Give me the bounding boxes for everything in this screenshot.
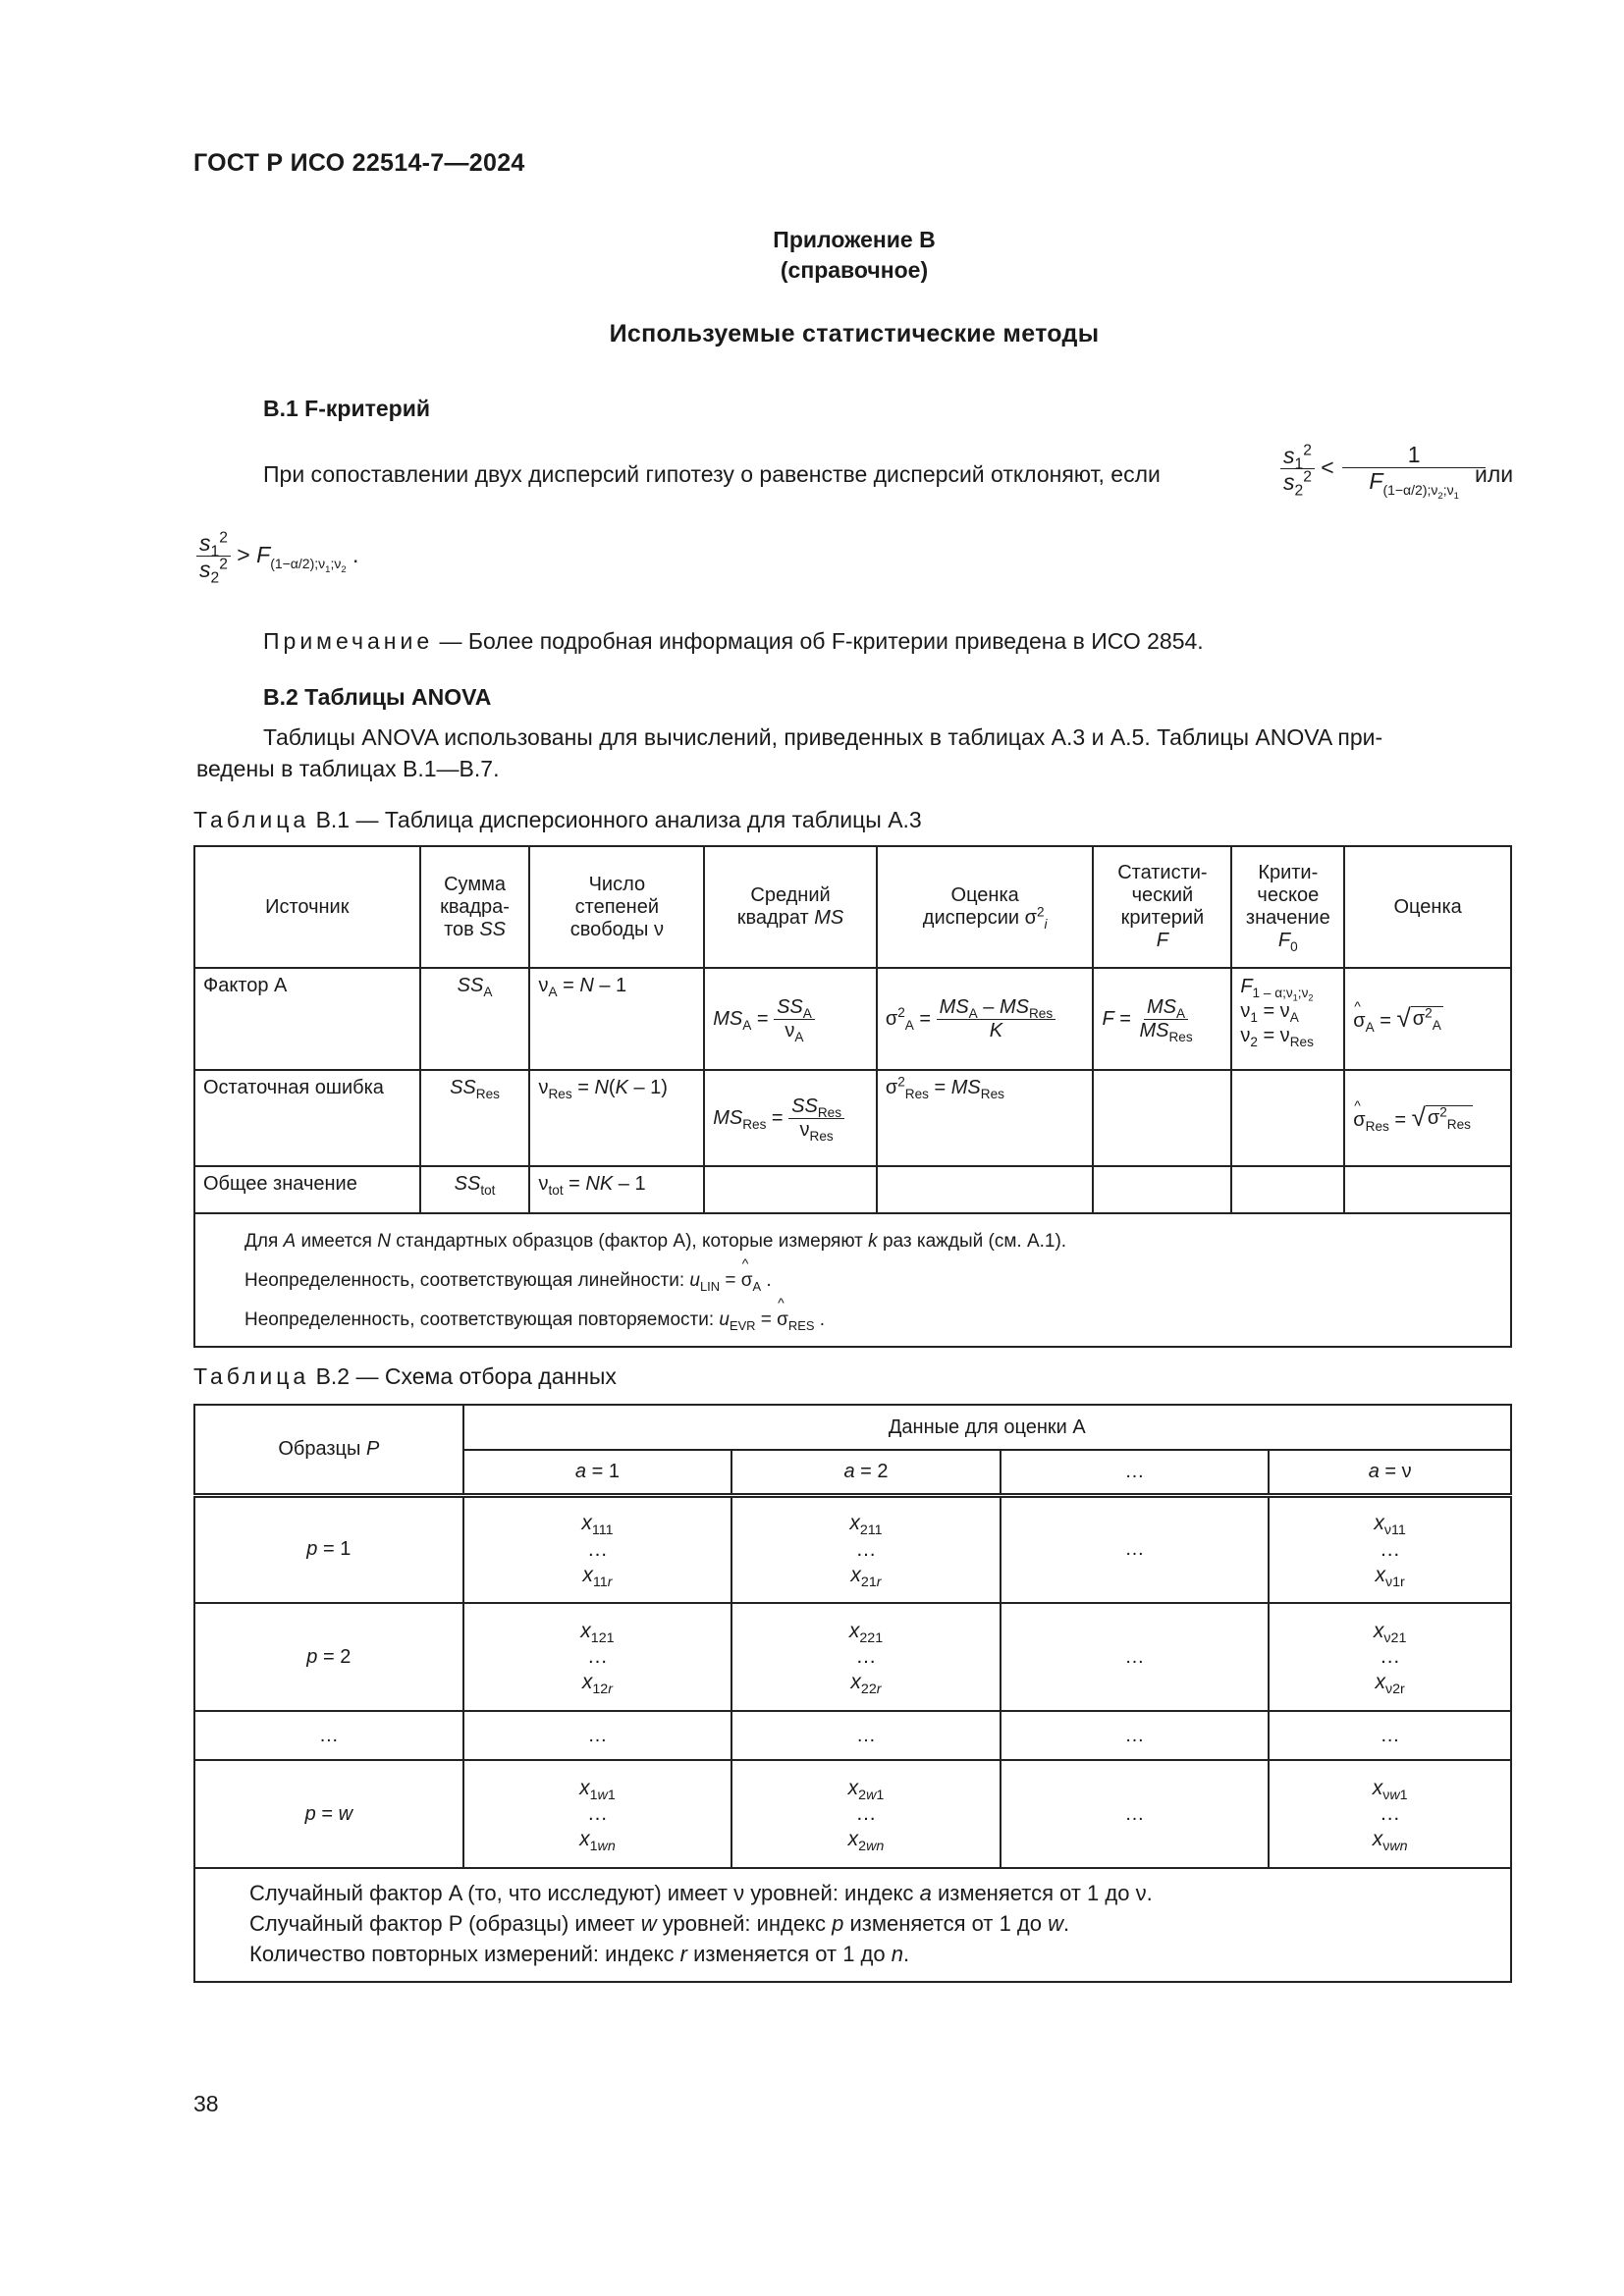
f-test-condition-1: $\frac{s_1^2}{s_2^2}$ < $\frac{1}{F_{(1-\alpha/2);\nu_2;\nu_1}}$ bbox=[1280, 442, 1488, 497]
table1-notes-row bbox=[194, 1213, 1511, 1347]
table1-note-1: Для A имеется N стандартных образцов (фактор A), которые измеряют k раз каждый (см. A.1). bbox=[244, 1231, 1067, 1252]
b2-line-2: ведены в таблицах B.1—B.7. bbox=[196, 756, 500, 781]
col-header-anu: a = ν bbox=[1269, 1450, 1511, 1495]
row-label-residual: Остаточная ошибка bbox=[194, 1070, 420, 1166]
table-row: … … … … … bbox=[194, 1711, 1511, 1760]
anova-table-b1 bbox=[193, 845, 1512, 1348]
col-header-ms: Средний квадрат MS bbox=[704, 846, 877, 968]
b1-paragraph: При сопоставлении двух дисперсий гипотезу о равенстве дисперсий отклоняют, если bbox=[263, 461, 1161, 487]
table-row: Фактор A $SS_A$ $\nu_A = N - 1$ $MS_A$ = $\frac{SS_A}{\nu_A}$ $\sigma^2_A$ = $\frac{MS_A - MS_{Res}}{K}$ F = $\frac{MS_A}{MS_{Res}}$ $F_{1 - \alpha;\nu_1;\nu_2}$ $\nu_1 = \nu_A$ $\nu_2 = \nu_{Res}$ ^ $\sigma_A$ = √ $\sigma^2_A$ bbox=[194, 968, 1511, 1070]
table1-caption-label: Таблица bbox=[193, 807, 310, 832]
col-header-a1: a = 1 bbox=[463, 1450, 732, 1495]
note-text: — Более подробная информация об F-критерии приведена в ИСО 2854. bbox=[439, 628, 1204, 654]
col-header-a2: a = 2 bbox=[731, 1450, 1001, 1495]
table2-notes-row bbox=[194, 1868, 1511, 1982]
col-header-f: Статисти- ческий критерий F bbox=[1093, 846, 1231, 968]
table1-note-3: Неопределенность, соответствующая повторяемости: $u_{EVR}$ = ^ $\sigma_{RES}$ . bbox=[244, 1301, 1490, 1340]
table2-note-2: Случайный фактор P (образцы) имеет w уровней: индекс p изменяется от 1 до w. bbox=[249, 1910, 1070, 1936]
table1-note-2: Неопределенность, соответствующая линейности: $u_{LIN}$ = ^ $\sigma_A$ . bbox=[244, 1261, 1490, 1301]
table2-caption-label: Таблица bbox=[193, 1363, 310, 1389]
table1-caption-text: B.1 — Таблица дисперсионного анализа для таблицы A.3 bbox=[315, 807, 922, 832]
col-header-estimate: Оценка bbox=[1344, 846, 1511, 968]
col-header-source: Источник bbox=[194, 846, 420, 968]
col-header-data: Данные для оценки A bbox=[463, 1405, 1511, 1450]
note-label: Примечание bbox=[263, 628, 434, 654]
table-row: Остаточная ошибка $SS_{Res}$ $\nu_{Res} = N(K - 1)$ $MS_{Res}$ = $\frac{SS_{Res}}{\nu_{Res}}$ $\sigma^2_{Res} = MS_{Res}$ ^ $\sigma_{Res}$ = √ $\sigma^2_{Res}$ bbox=[194, 1070, 1511, 1166]
row-label-factor: Фактор A bbox=[194, 968, 420, 1070]
col-header-ss: Сумма квадра- тов SS bbox=[420, 846, 530, 968]
table2-note-3: Количество повторных измерений: индекс r изменяется от 1 до n. bbox=[249, 1941, 910, 1966]
col-header-ellipsis: … bbox=[1001, 1450, 1270, 1495]
sampling-table-b2 bbox=[193, 1404, 1512, 1983]
table-row: p = 1 $x_{111}$ … $x_{11r}$ $x_{211}$ … $x_{21r}$ … $x_{\nu 11}$ … $x_{\nu 1r}$ bbox=[194, 1495, 1511, 1603]
appendix-subtitle: (справочное) bbox=[780, 257, 929, 283]
col-header-df: Число степеней свободы ν bbox=[529, 846, 704, 968]
table-row: p = w $x_{1w1}$ … $x_{1wn}$ $x_{2w1}$ … $x_{2wn}$ … $x_{\nu w1}$ … $x_{\nu wn}$ bbox=[194, 1760, 1511, 1868]
row-label-total: Общее значение bbox=[194, 1166, 420, 1213]
appendix-title: Приложение B bbox=[773, 227, 936, 252]
f-test-condition-2: $\frac{s_1^2}{s_2^2}$ > $F_{(1-\alpha/2);\nu_1;\nu_2}$ . bbox=[196, 530, 358, 583]
appendix-heading: Используемые статистические методы bbox=[609, 320, 1100, 347]
col-header-f0: Крити- ческое значение $F_0$ bbox=[1231, 846, 1344, 968]
table-row: Общее значение $SS_{tot}$ $\nu_{tot}$ = NK – 1 bbox=[194, 1166, 1511, 1213]
table2-caption-text: B.2 — Схема отбора данных bbox=[315, 1363, 617, 1389]
table2-caption bbox=[193, 1363, 617, 1390]
b1-or-word: или bbox=[1475, 461, 1514, 487]
b2-line-1: Таблицы ANOVA использованы для вычислений, приведенных в таблицах A.3 и A.5. Таблицы ANOVA при- bbox=[263, 724, 1383, 750]
table2-note-1: Случайный фактор A (то, что исследуют) имеет ν уровней: индекс a изменяется от 1 до ν. bbox=[249, 1881, 1153, 1905]
table-row: p = 2 $x_{121}$ … $x_{12r}$ $x_{221}$ … $x_{22r}$ … $x_{\nu 21}$ … $x_{\nu 2r}$ bbox=[194, 1603, 1511, 1711]
page-number: 38 bbox=[193, 2091, 219, 2116]
col-header-samples: Образцы P bbox=[194, 1405, 463, 1495]
section-b1-title: B.1 F-критерий bbox=[263, 396, 430, 421]
col-header-variance: Оценка дисперсии $\sigma^2_i$ bbox=[877, 846, 1094, 968]
document-header: ГОСТ Р ИСО 22514-7—2024 bbox=[193, 149, 525, 177]
table1-caption bbox=[193, 807, 922, 833]
b1-note bbox=[263, 628, 1204, 655]
section-b2-title: B.2 Таблицы ANOVA bbox=[263, 684, 492, 710]
